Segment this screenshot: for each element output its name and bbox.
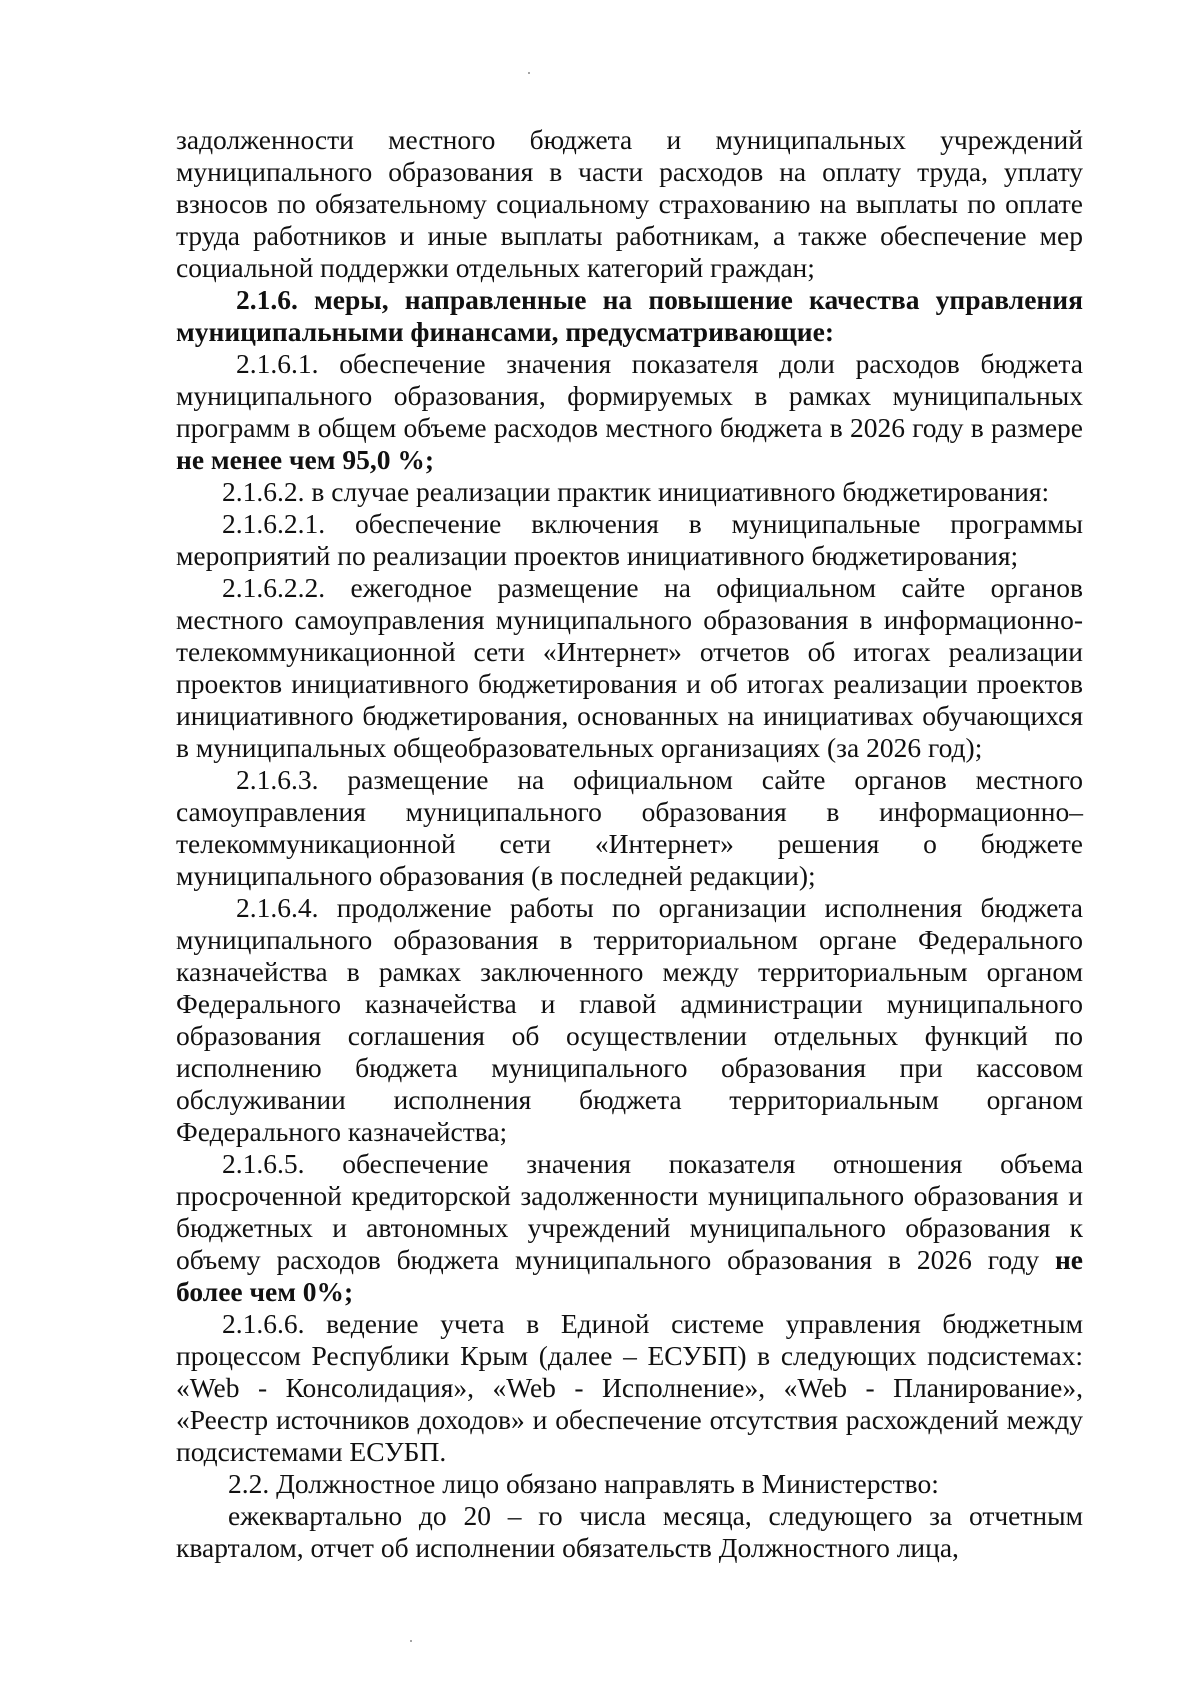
document-body	[176, 124, 1083, 1564]
paragraph-2-1-6-3: 2.1.6.3. размещение на официальном сайте органов местного самоуправления муниципального образования в информационно–телекоммуникационной сети «Интернет» решения о бюджете муниципального образования (в последней редакции);	[176, 764, 1083, 891]
paragraph-debt-continuation: задолженности местного бюджета и муниципальных учреждений муниципального образования в части расходов на оплату труда, уплату взносов по обязательному социальному страхованию на выплаты по оплате труда работников и иные выплаты работникам, а также обеспечение мер социальной поддержки отдельных категорий граждан;	[176, 124, 1083, 283]
paragraph-2-1-6-1-text: 2.1.6.1. обеспечение значения показателя доли расходов бюджета муниципального образования, формируемых в рамках муниципальных программ в общем объеме расходов местного бюджета в 2026 году в размере	[176, 348, 1083, 443]
paragraph-2-1-6-5	[176, 1148, 1083, 1308]
paragraph-2-1-6-heading: 2.1.6. меры, направленные на повышение качества управления муниципальными финансами, предусматривающие:	[176, 284, 1083, 347]
paragraph-2-1-6-6: 2.1.6.6. ведение учета в Единой системе управления бюджетным процессом Республики Крым (далее – ЕСУБП) в следующих подсистемах: «Web - Консолидация», «Web - Исполнение», «Web - Планирование», «Реестр источников доходов» и обеспечение отсутствия расхождений между подсистемами ЕСУБП.	[176, 1308, 1083, 1467]
paragraph-2-1-6-1-bold-value: не менее чем 95,0 %;	[176, 444, 434, 475]
paragraph-2-2: 2.2. Должностное лицо обязано направлять в Министерство:	[228, 1468, 939, 1499]
paragraph-2-1-6-1	[176, 348, 1083, 476]
paragraph-2-1-6-2-2: 2.1.6.2.2. ежегодное размещение на официальном сайте органов местного самоуправления муниципального образования в информационно-телекоммуникационной сети «Интернет» отчетов об итогах реализации проектов инициативного бюджетирования и об итогах реализации проектов инициативного бюджетирования, основанных на инициативах обучающихся в муниципальных общеобразовательных организациях (за 2026 год);	[176, 572, 1083, 763]
paragraph-2-1-6-4: 2.1.6.4. продолжение работы по организации исполнения бюджета муниципального образования в территориальном органе Федерального казначейства в рамках заключенного между территориальным органом Федерального казначейства и главой администрации муниципального образования соглашения об осуществлении отдельных функций по исполнению бюджета муниципального образования при кассовом обслуживании исполнения бюджета территориальным органом Федерального казначейства;	[176, 892, 1083, 1147]
paragraph-2-1-6-2-1: 2.1.6.2.1. обеспечение включения в муниципальные программы мероприятий по реализации проектов инициативного бюджетирования;	[176, 508, 1083, 571]
paragraph-2-1-6-2: 2.1.6.2. в случае реализации практик инициативного бюджетирования:	[222, 476, 1050, 507]
paragraph-2-1-6-5-bold-value: не более чем 0%;	[176, 1244, 1084, 1307]
paragraph-quarterly-report: ежеквартально до 20 – го числа месяца, следующего за отчетным кварталом, отчет об исполнении обязательств Должностного лица,	[176, 1500, 1083, 1563]
scan-mark	[528, 72, 530, 74]
paragraph-2-1-6-5-text: 2.1.6.5. обеспечение значения показателя отношения объема просроченной кредиторской задолженности муниципального образования и бюджетных и автономных учреждений муниципального образования к объему расходов бюджета муниципального образования в 2026 году	[176, 1148, 1083, 1275]
scan-mark	[410, 1640, 412, 1642]
